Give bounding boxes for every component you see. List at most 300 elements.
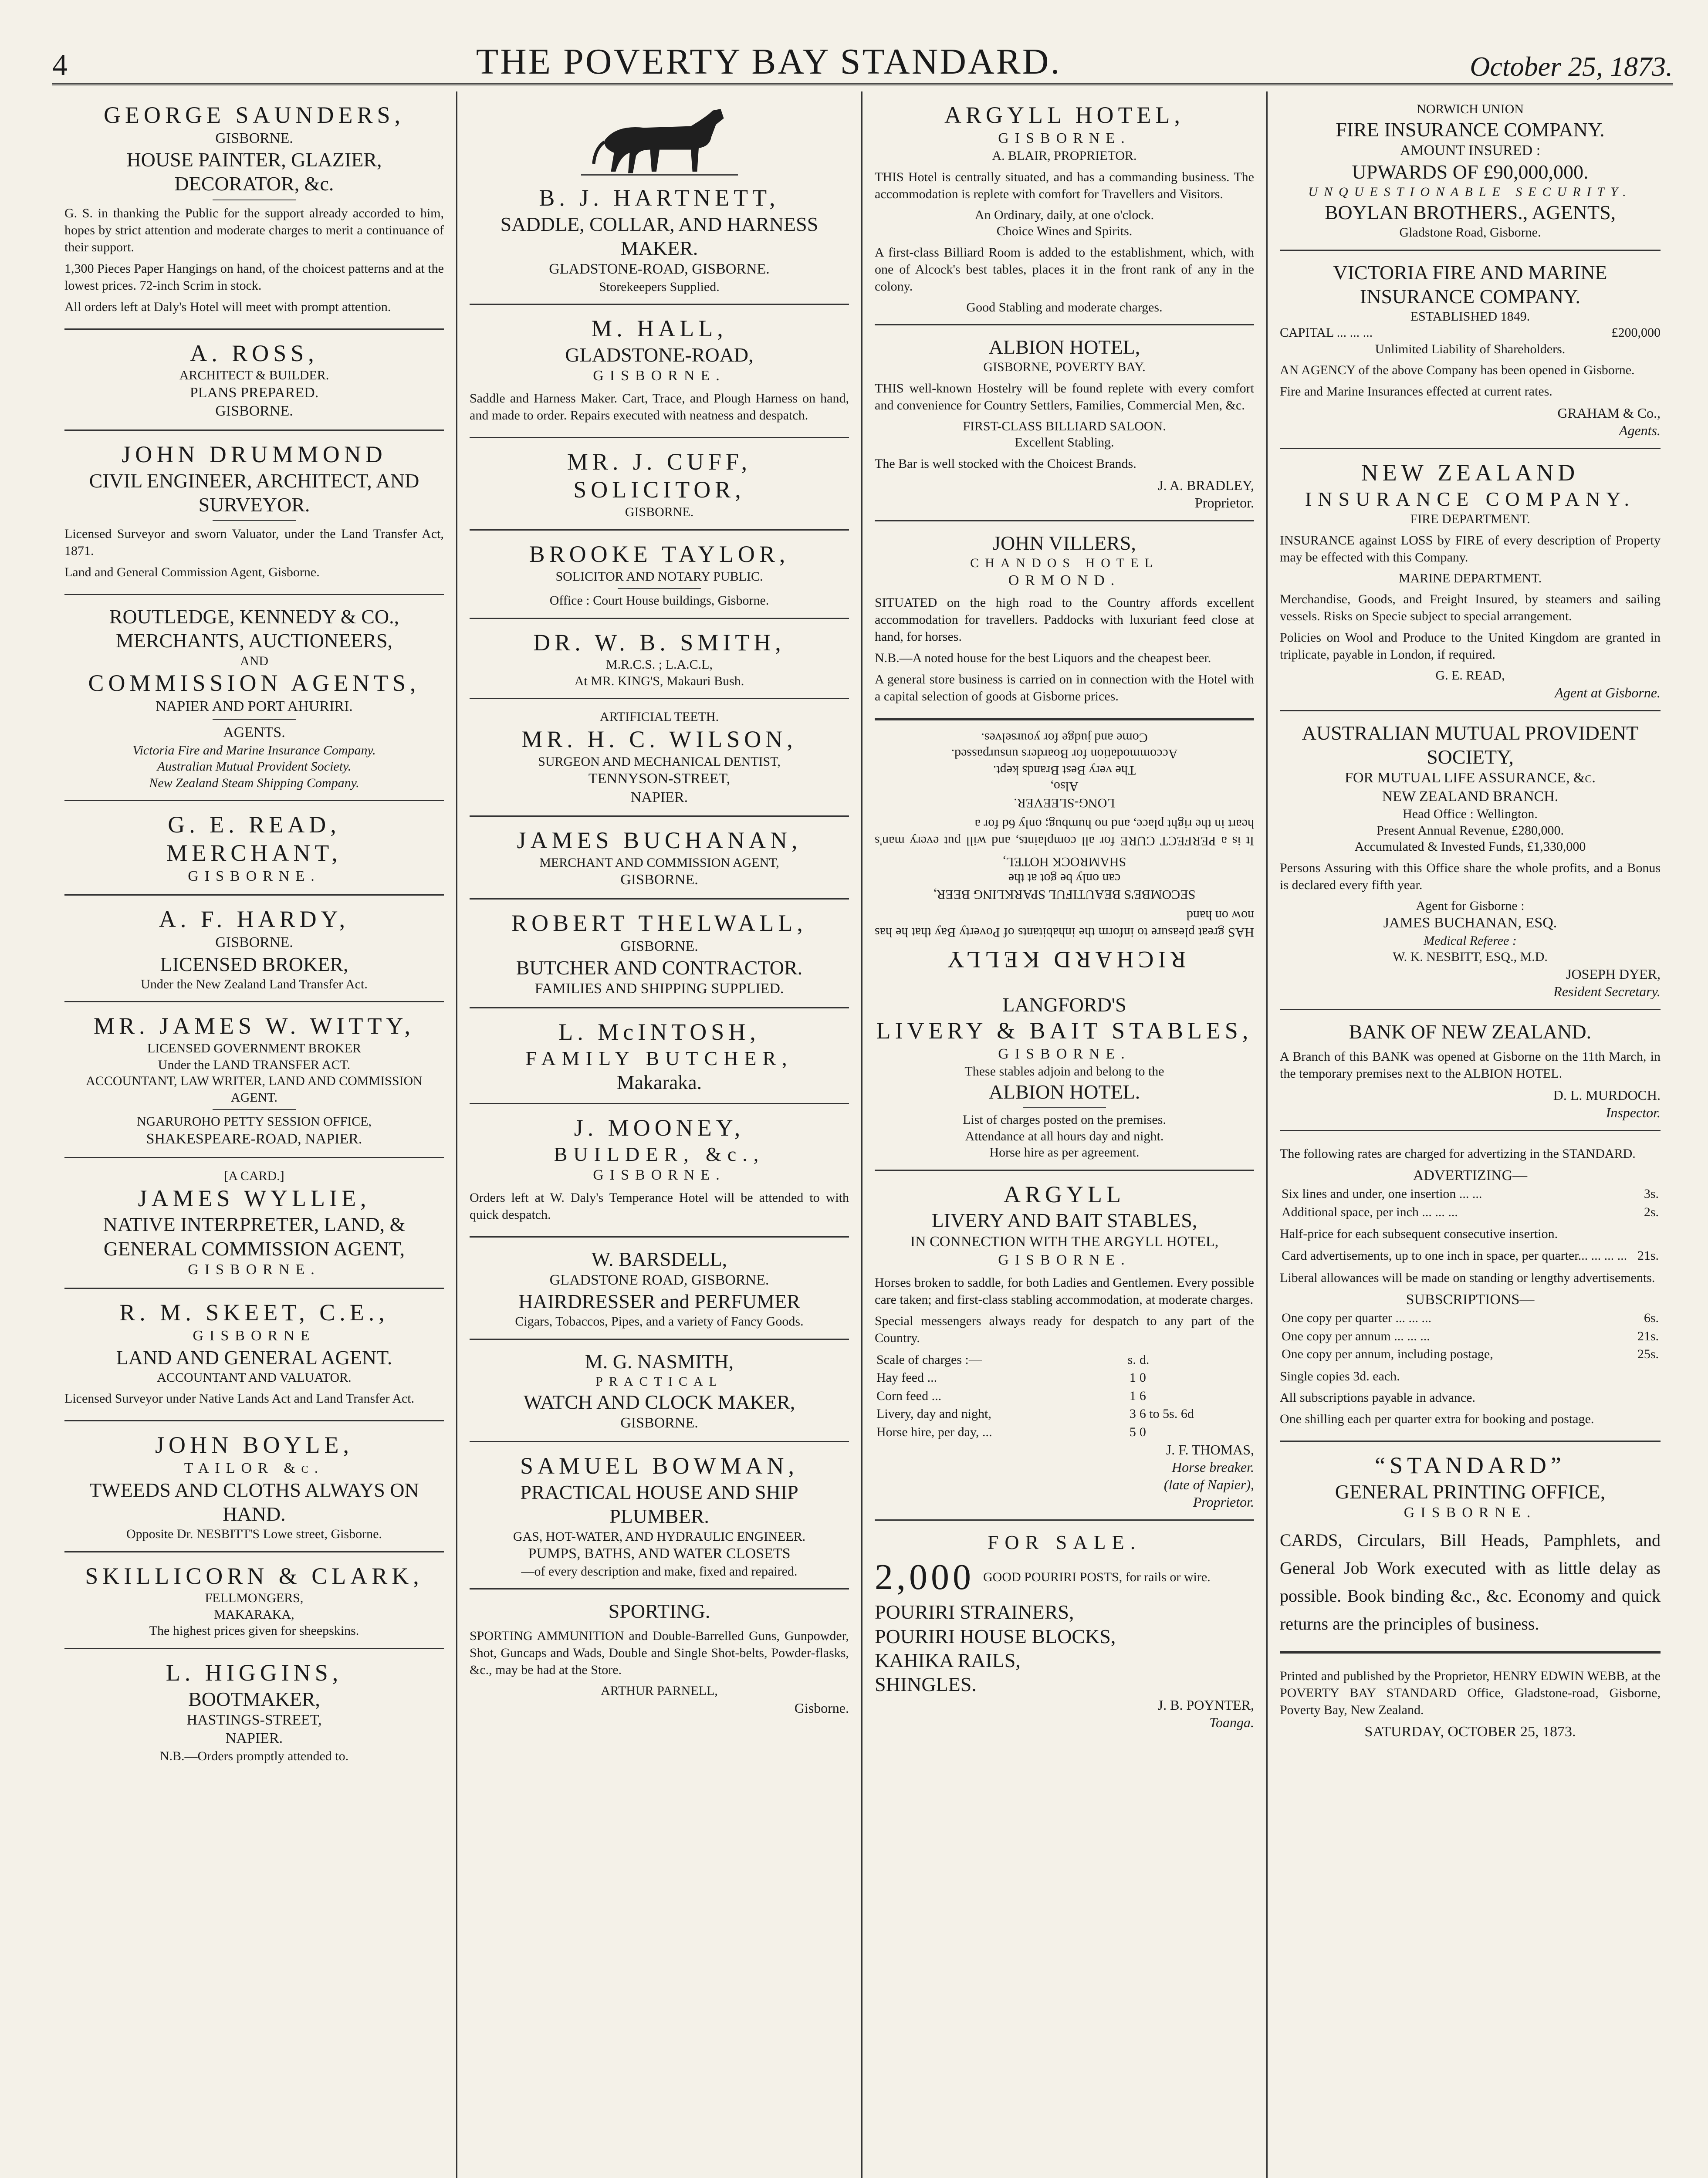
ad-printing-office [1280,1442,1661,1652]
table-cell: 1 [1129,1388,1136,1403]
ad-role: Proprietor. [1193,1494,1254,1510]
ad-name: NEW ZEALAND [1361,460,1579,486]
table-row [1280,1309,1661,1327]
ad-cap-value: £200,000 [1611,325,1661,340]
ad-routledge [64,595,444,801]
ad-name: LANGFORD'S [1002,993,1126,1016]
ad-name: JOHN BOYLE, [155,1432,353,1458]
ad-skeet [64,1289,444,1421]
imprint-date: SATURDAY, OCTOBER 25, 1873. [1364,1724,1576,1740]
ad-line: ACCOUNTANT, LAW WRITER, LAND AND COMMISSION AGENT. [86,1074,423,1105]
ad-line: Under the LAND TRANSFER ACT. [158,1057,351,1072]
ad-nb: N.B.—Orders promptly attended to. [159,1748,349,1763]
ad-role: Agent at Gisborne. [1555,684,1661,700]
ad-body: Cigars, Tobaccos, Pipes, and a variety of Fancy Goods. [515,1314,804,1329]
ad-name: SKILLICORN & CLARK, [85,1562,423,1589]
ad-body: Orders left at W. Daly's Temperance Hotel will be attended to with quick despatch. [470,1190,849,1222]
ad-skillicorn [64,1552,444,1649]
ad-sign: J. B. POYNTER, [1157,1697,1254,1713]
ad-heading: SPORTING. [608,1600,710,1622]
ad-body: Policies on Wool and Produce to the United Kingdom are granted in triplicate, payable in London, if required. [1280,630,1661,662]
ad-name: A. ROSS, [190,340,318,366]
ad-name: ALBION HOTEL, [988,336,1140,358]
ad-body: Land and General Commission Agent, Gisborne. [64,565,320,580]
table-cell: Hay feed ... [876,1370,937,1385]
table-header: s. [1127,1352,1136,1367]
ad-sign: G. E. READ, [1435,668,1505,683]
ad-agent: JAMES BUCHANAN, ESQ. [1383,915,1557,931]
ad-place: SHAKESPEARE-ROAD, NAPIER. [146,1130,362,1147]
ad-place: GISBORNE. [593,1167,726,1184]
ad-est: ESTABLISHED 1849. [1410,309,1530,324]
ad-name: RICHARD KELLY [943,946,1186,973]
ad-body: Fire and Marine Insurances effected at current rates. [1280,384,1552,399]
ad-name: DR. W. B. SMITH, [533,629,785,656]
ad-place: GISBORNE. [998,1252,1131,1268]
table-cell: 0 [1139,1370,1146,1385]
ad-place: NAPIER. [225,1730,283,1747]
ad-norwich [1280,91,1661,251]
ad-cap-label: CAPITAL ... ... ... [1280,325,1373,340]
ad-line: GOOD POURIRI POSTS, for rails or wire. [983,1570,1211,1585]
imprint [1280,1652,1661,1750]
table-cell: 6s. [1644,1311,1659,1326]
ad-line: COMMISSION AGENTS, [88,670,420,697]
ad-teeth [470,699,849,817]
masthead [52,17,1673,85]
ad-marine: MARINE DEPARTMENT. [1398,571,1542,585]
ad-place: GISBORNE. [998,1045,1131,1062]
ad-body: Under the New Zealand Land Transfer Act. [141,977,368,991]
ad-sign: J. A. BRADLEY, [1158,477,1254,493]
ad-line: POURIRI STRAINERS, [875,1601,1074,1623]
ad-place: GLADSTONE-ROAD, GISBORNE. [549,261,770,277]
ad-place: GISBORNE. [998,130,1131,146]
ad-role: Proprietor. [1195,494,1254,511]
ad-name: “STANDARD” [1375,1452,1566,1478]
table-cell: One copy per annum ... ... ... [1282,1329,1430,1343]
rates-line: One shilling each per quarter extra for booking and postage. [1280,1411,1594,1426]
ad-hotel: CHANDOS HOTEL [970,556,1159,571]
ad-fire: FIRE DEPARTMENT. [1410,512,1530,527]
ad-trade: FIRE INSURANCE COMPANY. [1336,118,1605,141]
ad-line: SECOMBE'S BEAUTIFUL SPARKLING BEER, [933,887,1196,902]
ad-body: Merchandise, Goods, and Freight Insured, by steamers and sailing vessels. Risks on Specie subject to special arrangement. [1280,592,1661,624]
ad-place: GISBORNE [193,1328,316,1344]
ad-smith [470,619,849,700]
horse-illustration [581,101,738,179]
ad-saunders [64,91,444,330]
ad-place: MAKARAKA, [214,1607,294,1622]
ad-line: TWEEDS AND CLOTHS ALWAYS ON HAND. [89,1478,419,1525]
ad-line: PLANS PREPARED. [189,384,319,401]
table-cell: Livery, day and night, [876,1407,991,1421]
ad-barsdell [470,1238,849,1340]
ad-trade: BOOTMAKER, [188,1688,320,1710]
ad-and: AND [240,653,268,668]
table-cell: 3 [1129,1407,1136,1421]
ad-line: PUMPS, BATHS, AND WATER CLOSETS [528,1546,791,1562]
ad-line: FAMILIES AND SHIPPING SUPPLIED. [534,981,784,997]
ad-ross [64,330,444,431]
table-cell: 0 [1139,1424,1146,1439]
ad-trade: GENERAL PRINTING OFFICE, [1335,1480,1606,1503]
ad-street: HASTINGS-STREET, [186,1711,322,1728]
ad-hall [470,305,849,438]
table-cell: One copy per annum, including postage, [1282,1347,1493,1362]
ad-trade: FAMILY BUTCHER, [525,1047,793,1069]
ad-mcintosh [470,1008,849,1104]
page-number: 4 [52,48,68,82]
ad-body: THIS Hotel is centrally situated, and has a commanding business. The accommodation is replete with comfort for Travellers and Visitors. [875,169,1254,201]
ad-trade: HAIRDRESSER and PERFUMER [518,1290,800,1313]
table-row [1280,1345,1661,1363]
rates-line: Liberal allowances will be made on standing or lengthy advertisements. [1280,1270,1655,1285]
ad-name: JAMES WYLLIE, [138,1185,371,1211]
ad-line: Excellent Stabling. [1015,435,1114,450]
column-1 [52,91,457,2178]
ad-place: GISBORNE, POVERTY BAY. [983,360,1146,375]
ad-line: MERCHANTS, AUCTIONEERS, [115,629,393,652]
ad-trade: LICENSED GOVERNMENT BROKER [147,1041,362,1056]
ad-name: AUSTRALIAN MUTUAL PROVIDENT SOCIETY, [1302,721,1639,768]
ad-body: G. S. in thanking the Public for the support already accorded to him, hopes by strict attention and moderate charges to merit a continuance of their support. [64,206,444,254]
ad-name: BROOKE TAYLOR, [529,541,790,567]
ad-higgins [64,1649,444,1773]
ad-line: SHINGLES. [875,1673,977,1695]
rates-intro: The following rates are charged for advertizing in the STANDARD. [1280,1146,1636,1161]
subscription-rates-table [1280,1309,1661,1363]
table-row [875,1387,1254,1405]
ad-body: Licensed Surveyor and sworn Valuator, under the Land Transfer Act, 1871. [64,527,444,558]
ad-line: ACCOUNTANT AND VALUATOR. [157,1370,352,1385]
ad-line: can only be got at the [1008,871,1121,886]
ad-kelly-upside-down [875,719,1254,983]
ad-trade: PRACTICAL HOUSE AND SHIP PLUMBER. [520,1481,798,1528]
ad-place: Makaraka. [616,1071,702,1093]
column-4 [1268,91,1673,2178]
ad-nz-insurance [1280,449,1661,711]
ad-body: 1,300 Pieces Paper Hangings on hand, of the choicest patterns and at the lowest prices. 72-inch Scrim in stock. [64,261,444,293]
ad-line: POURIRI HOUSE BLOCKS, [875,1625,1116,1647]
table-cell: Additional space, per inch ... ... ... [1282,1204,1458,1219]
ad-trade: SOLICITOR AND NOTARY PUBLIC. [555,569,763,584]
advert-columns [52,91,1673,2178]
ad-name: ROBERT THELWALL, [511,910,807,936]
table-cell: 5 [1129,1424,1136,1439]
ad-place: GISBORNE. [188,868,321,884]
ad-trade: INSURANCE COMPANY. [1305,488,1636,511]
ad-thelwall [470,900,849,1008]
ad-place: NAPIER. [630,789,688,805]
ad-role: Agents. [1619,423,1661,439]
ad-trade: BUILDER, &c., [554,1143,765,1165]
ad-line: FOR MUTUAL LIFE ASSURANCE, &c. [1345,770,1596,786]
ad-role: (late of Napier), [1163,1477,1254,1493]
ad-trade: MERCHANT, [166,840,342,866]
ad-line: Unlimited Liability of Shareholders. [1375,342,1566,356]
ad-heading: ARTIFICIAL TEETH. [599,710,719,724]
ad-funds: Accumulated & Invested Funds, £1,330,000 [1354,839,1586,854]
ad-trade: WATCH AND CLOCK MAKER, [523,1390,795,1413]
ad-line: Victoria Fire and Marine Insurance Company. [132,743,376,758]
ad-witty [64,1002,444,1158]
ad-name: JOHN DRUMMOND [122,441,387,467]
ad-body: These stables adjoin and belong to the [964,1064,1164,1079]
table-cell: Horse hire, per day, ... [876,1424,992,1439]
ad-name: G. E. READ, [168,812,341,838]
rates-line: Single copies 3d. each. [1280,1369,1400,1383]
ad-line: Attendance at all hours day and night. [965,1129,1164,1143]
ad-hardy [64,896,444,1002]
ad-name: NORWICH UNION [1417,102,1524,116]
ad-trade: NATIVE INTERPRETER, LAND, & GENERAL COMMISSION AGENT, [103,1213,406,1260]
rates-line: Half-price for each subsequent consecutive insertion. [1280,1227,1558,1241]
table-cell: 6 to 5s. 6d [1139,1407,1194,1421]
table-row [875,1369,1254,1387]
ad-place: GISBORNE. [215,403,293,419]
ad-name: L. McINTOSH, [558,1018,760,1045]
ad-body: —of every description and make, fixed and repaired. [521,1564,798,1579]
ad-cuff [470,438,849,531]
rates-heading: ADVERTIZING— [1413,1167,1528,1184]
column-3 [862,91,1268,2178]
ad-line: PRACTICAL [595,1374,723,1389]
ad-mooney [470,1104,849,1237]
ad-sign: JOSEPH DYER, [1566,966,1661,982]
card-rates-table [1280,1247,1661,1265]
table-cell: 2s. [1644,1204,1659,1219]
issue-date: October 25, 1873. [1470,51,1673,82]
ad-line: Also, [1050,779,1079,794]
ad-line: Good Stabling and moderate charges. [966,300,1163,315]
table-cell: 6 [1139,1388,1146,1403]
ad-heading: FOR SALE. [987,1531,1142,1554]
ad-trade: ARCHITECT & BUILDER. [179,368,329,383]
ad-body: Special messengers always ready for despatch to any part of the Country. [875,1313,1254,1345]
ad-trade: SURGEON AND MECHANICAL DENTIST, [538,754,781,769]
table-cell: 25s. [1637,1347,1659,1362]
imprint-text: Printed and published by the Proprietor, HENRY EDWIN WEBB, at the POVERTY BAY STANDARD Office, Gladstone-road, Gisborne, Poverty Bay, New Zealand. [1280,1669,1661,1718]
ad-body: AN AGENCY of the above Company has been opened in Gisborne. [1280,363,1635,378]
ad-card: [A CARD.] [224,1169,284,1184]
column-2 [457,91,862,2178]
ad-place: GISBORNE. [620,872,698,888]
ad-agents: BOYLAN BROTHERS., AGENTS, [1324,201,1616,223]
ad-trade: MERCHANT AND COMMISSION AGENT, [539,855,779,870]
ad-office: Head Office : Wellington. [1403,807,1538,822]
ad-victoria [1280,251,1661,450]
ad-body: Horses broken to saddle, for both Ladies and Gentlemen. Every possible care taken; and first-class stabling accommodation, at moderate charges. [875,1275,1254,1307]
ad-prop: A. BLAIR, PROPRIETOR. [992,149,1137,163]
ad-body: Persons Assuring with this Office share the whole profits, and a Bonus is declared every fifth year. [1280,860,1661,892]
ad-line: Storekeepers Supplied. [599,279,720,294]
ad-read [64,801,444,896]
ad-place: ORMOND. [1008,572,1121,588]
ad-argyll-livery [875,1171,1254,1521]
ad-body: A general store business is carried on in connection with the Hotel with a capital selection of goods at Gisborne prices. [875,672,1254,704]
ad-body: INSURANCE against LOSS by FIRE of every description of Property may be effected with this Company. [1280,533,1661,565]
ad-name: L. HIGGINS, [166,1659,343,1686]
ad-quals: M.R.C.S. ; L.A.C.L, [605,657,713,672]
ad-line: Accommodation for Boarders unsurpassed. [951,747,1178,761]
table-title: Scale of charges :— [876,1352,982,1367]
ad-name: ROUTLEDGE, KENNEDY & CO., [109,605,399,628]
ad-name: GEORGE SAUNDERS, [103,102,405,128]
ad-sign: D. L. MURDOCH. [1553,1087,1661,1103]
ad-body: At MR. KING'S, Makauri Bush. [574,673,744,688]
ad-trade: SADDLE, COLLAR, AND HARNESS MAKER. [500,213,818,259]
ad-body: THIS well-known Hostelry will be found replete with every comfort and convenience for Country Settlers, Families, Commercial Men, &c. [875,381,1254,413]
ad-body: Saddle and Harness Maker. Cart, Trace, and Plough Harness on hand, and made to order. Repairs executed with neatness and despatch. [470,391,849,423]
ad-sign: J. F. THOMAS, [1166,1442,1254,1458]
table-cell: Corn feed ... [876,1388,942,1403]
ad-body: Licensed Surveyor under Native Lands Act and Land Transfer Act. [64,1391,415,1406]
ad-body: The Bar is well stocked with the Choicest Brands. [875,456,1136,471]
ad-villers [875,521,1254,719]
table-row [1280,1247,1661,1265]
table-cell: 21s. [1637,1329,1659,1343]
ad-body: SITUATED on the high road to the Country affords excellent accommodation for travellers. Paddocks with luxuriant feed close at hand, for horses. [875,595,1254,644]
ad-line: IN CONNECTION WITH THE ARGYLL HOTEL, [910,1233,1219,1250]
ad-body: A first-class Billiard Room is added to the establishment, which, with one of Alcock's best tables, places it in the front rank of any in the colony. [875,245,1254,294]
ad-place: GISBORNE. [1404,1504,1537,1521]
ad-agents: AGENTS. [223,724,285,741]
ad-number: 2,000 [875,1557,974,1598]
ad-body: Office : Court House buildings, Gisborne. [549,593,769,608]
ad-line: Horse hire as per agreement. [989,1145,1140,1160]
ad-name: M. G. NASMITH, [585,1350,734,1373]
ad-body: CARDS, Circulars, Bill Heads, Pamphlets, and General Job Work executed with as little delay as possible. Book binding &c., &c. Economy and quick returns are the principles of business. [1280,1530,1661,1634]
ad-wyllie [64,1158,444,1289]
ad-rev: Present Annual Revenue, £280,000. [1377,823,1564,838]
ad-place: GISBORNE. [620,1414,698,1431]
ad-place: GISBORNE. [620,938,698,954]
ad-name: R. M. SKEET, C.E., [119,1299,389,1326]
ad-name: MR. JAMES W. WITTY, [93,1013,415,1039]
ad-body: SPORTING AMMUNITION and Double-Barrelled Guns, Gunpowder, Shot, Guncaps and Wads, Double and Single Shot-belts, Powder-flasks, &c., may be had at the Store. [470,1629,849,1677]
ad-drummond [64,431,444,595]
ad-line: Come and judge for yourselves. [981,730,1148,745]
ad-trade: LICENSED BROKER, [160,953,348,975]
ad-name: JAMES BUCHANAN, [517,827,802,854]
ad-office: NGARUROHO PETTY SESSION OFFICE, [137,1114,372,1129]
ad-trade: LIVERY & BAIT STABLES, [876,1018,1253,1044]
ad-role: Horse breaker. [1172,1459,1254,1475]
ad-line: AMOUNT INSURED : [1400,142,1541,159]
ad-buchanan [470,817,849,900]
ad-nasmith [470,1340,849,1442]
newspaper-title: THE POVERTY BAY STANDARD. [476,41,1062,82]
ad-place: Gladstone Road, Gisborne. [1399,225,1541,240]
ad-place: GISBORNE. [593,368,726,384]
ad-body: All orders left at Daly's Hotel will meet with prompt attention. [64,299,391,314]
table-cell: One copy per quarter ... ... ... [1282,1311,1432,1326]
ad-line: KAHIKA RAILS, [875,1649,1021,1671]
ad-ref-label: Medical Referee : [1424,933,1517,948]
ad-line: List of charges posted on the premises. [963,1113,1166,1127]
ad-trade: BUTCHER AND CONTRACTOR. [516,957,803,979]
ad-trade: FELLMONGERS, [205,1591,304,1606]
ad-role: Inspector. [1606,1104,1661,1120]
ad-line: Australian Mutual Provident Society. [157,759,352,774]
table-row [1280,1327,1661,1346]
ad-argyll-hotel [875,91,1254,325]
ad-line: Choice Wines and Spirits. [996,224,1133,239]
ad-line: An Ordinary, daily, at one o'clock. [974,207,1154,222]
ad-line: GAS, HOT-WATER, AND HYDRAULIC ENGINEER. [513,1529,806,1544]
table-cell: 3s. [1644,1187,1659,1201]
ad-name: B. J. HARTNETT, [539,185,780,211]
ad-trade: LIVERY AND BAIT STABLES, [931,1209,1197,1232]
ad-name: ARGYLL HOTEL, [944,102,1184,128]
ad-name: ARGYLL [1004,1181,1125,1207]
table-row [1280,1185,1661,1203]
table-row [875,1405,1254,1423]
ad-name: BANK OF NEW ZEALAND. [1349,1020,1592,1043]
table-cell: 21s. [1637,1248,1659,1263]
ad-place: GISBORNE. [215,130,293,146]
ad-line: The very Best Brands kept. [993,763,1136,778]
ad-hotel: ALBION HOTEL. [988,1080,1140,1103]
ad-name: MR. H. C. WILSON, [521,726,797,752]
table-row [875,1351,1254,1369]
ad-trade: LAND AND GENERAL AGENT. [116,1346,392,1369]
ad-line: New Zealand Steam Shipping Company. [149,775,359,790]
ad-place: NAPIER AND PORT AHURIRI. [156,698,353,714]
ad-taylor [470,531,849,619]
ad-body: Opposite Dr. NESBITT'S Lowe street, Gisborne. [126,1527,382,1542]
ad-amp [1280,711,1661,1010]
ad-name: J. MOONEY, [574,1115,745,1141]
ad-street: TENNYSON-STREET, [588,771,731,787]
ad-role: Resident Secretary. [1553,983,1661,999]
ad-line: LONG-SLEEVER. [1014,795,1115,810]
table-header: d. [1139,1352,1150,1367]
ad-sign: ARTHUR PARNELL, [601,1684,718,1698]
ad-place: GISBORNE. [188,1261,321,1278]
ad-place: GISBORNE. [215,934,293,951]
ad-place: GISBORNE. [625,505,694,520]
table-row [875,1423,1254,1441]
ad-boyle [64,1421,444,1552]
ad-line: FIRST-CLASS BILLIARD SALOON. [963,419,1166,433]
ad-body: The highest prices given for sheepskins. [149,1623,359,1638]
ad-street: GLADSTONE-ROAD, [565,343,754,366]
ad-line: HAS great pleasure to inform the inhabitants of Poverty Bay that he has now on hand [875,908,1254,940]
charges-table [875,1351,1254,1441]
ad-line: SHAMROCK HOTEL, [1002,855,1126,869]
ad-langford [875,983,1254,1171]
ad-line: It is a PERFECT CURE for all complaints, and will put every man's heart in the right place, and no humbug; only 6d for a [875,816,1254,848]
ad-bank [1280,1010,1661,1131]
table-row [1280,1203,1661,1221]
table-cell: Six lines and under, one insertion ... ... [1282,1187,1482,1201]
advertizing-rates-table [1280,1185,1661,1221]
ad-body: A Branch of this BANK was opened at Gisborne on the 11th March, in the temporary premises next to the ALBION HOTEL. [1280,1049,1661,1081]
ad-name: MR. J. CUFF, [567,448,752,475]
ad-trade: HOUSE PAINTER, GLAZIER, DECORATOR, &c. [126,149,382,195]
ad-name: W. BARSDELL, [591,1248,727,1270]
rates-line: All subscriptions payable in advance. [1280,1390,1476,1405]
ad-trade: CIVIL ENGINEER, ARCHITECT, AND SURVEYOR. [89,469,419,516]
ad-name: JOHN VILLERS, [993,531,1136,554]
ad-for-sale [875,1521,1254,1740]
ad-sporting [470,1590,849,1725]
table-cell: 1 [1129,1370,1136,1385]
ad-nb: N.B.—A noted house for the best Liquors and the cheapest beer. [875,651,1211,666]
ad-name: VICTORIA FIRE AND MARINE INSURANCE COMPANY. [1333,261,1607,308]
